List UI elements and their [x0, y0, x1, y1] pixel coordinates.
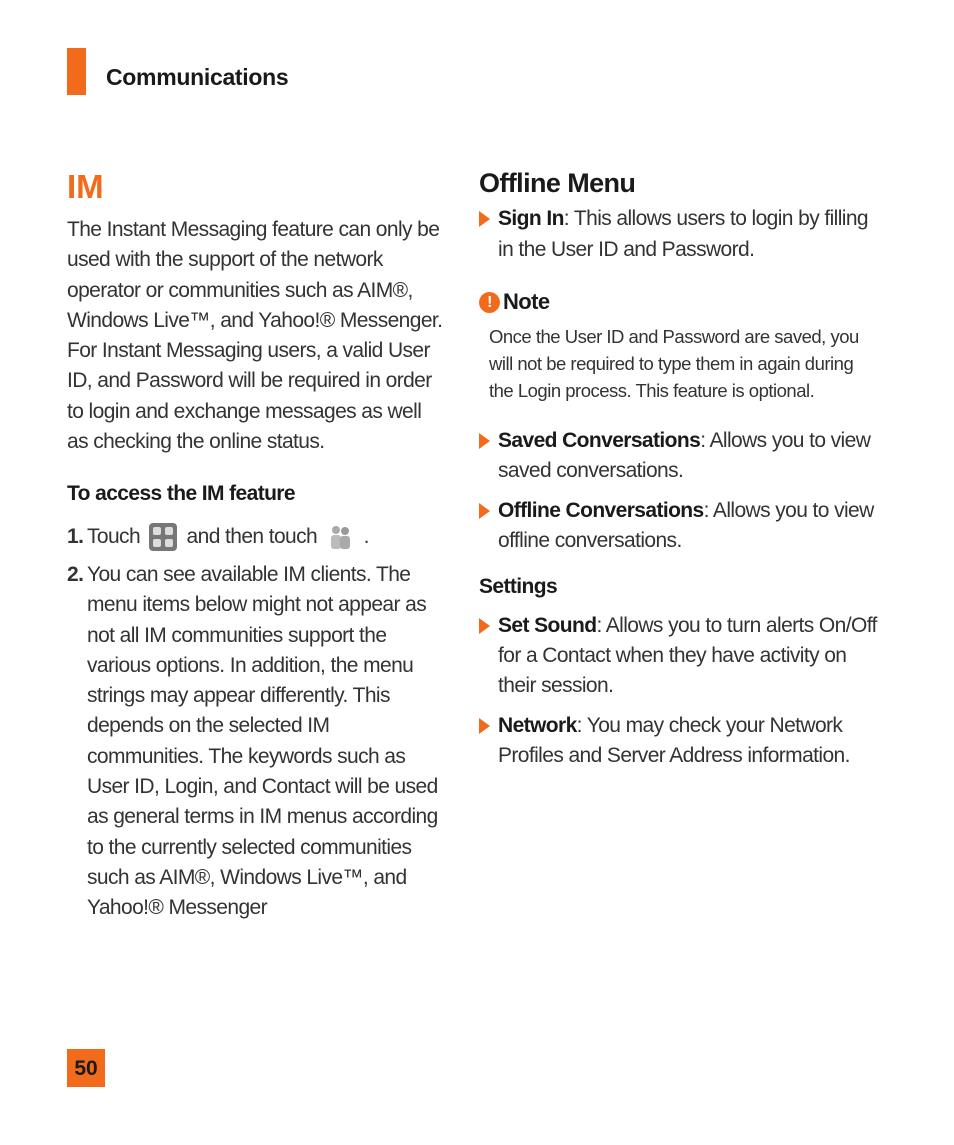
bullet-text: : Allows you to view saved conversations.: [498, 429, 871, 483]
access-heading: To access the IM feature: [67, 482, 295, 506]
page-title: IM: [67, 168, 104, 205]
people-icon[interactable]: [326, 523, 354, 551]
triangle-arrow-icon: [479, 433, 490, 449]
section-accent-bar: [67, 48, 86, 95]
page-number: 50: [67, 1049, 105, 1087]
step-number: 2.: [67, 562, 84, 586]
bullet-text: : Allows you to turn alerts On/Off for a Contact when they have activity on their session.: [498, 613, 877, 698]
step-text-part: .: [363, 524, 369, 548]
note-body: Once the User ID and Password are saved, you will not be required to type them in again during the Login process. This feature is optional.: [489, 326, 859, 402]
offline-menu-heading: Offline Menu: [479, 168, 636, 198]
bullet-label: Network: [498, 713, 577, 737]
intro-paragraph: The Instant Messaging feature can only be used with the support of the network operator or communities such as AIM®, Windows Live™, and Yahoo!® Messenger. For Instant Messaging users, a valid User ID, and Password will be required in order to login and exchange messages as well as checking the online status.: [67, 218, 443, 454]
settings-heading: Settings: [479, 575, 558, 599]
bullet-offline-conversations: [479, 496, 879, 557]
step-text-part: and then touch: [186, 524, 318, 548]
step-text: You can see available IM clients. The menu items below might not appear as not all IM communities support the various options. In addition, the menu strings may appear differently. This depends on the selected IM communities. The keywords such as User ID, Login, and Contact will be used as general terms in IM menus according to the currently selected communities such as AIM®, Windows Live™, and Yahoo!® Messenger: [87, 562, 438, 920]
note-header: [479, 287, 879, 317]
step-number: 1.: [67, 524, 84, 548]
bullet-text: : Allows you to view offline conversations.: [498, 498, 874, 553]
apps-grid-icon[interactable]: [149, 523, 177, 551]
bullet-sign-in: [479, 204, 879, 265]
bullet-label: Set Sound: [498, 613, 597, 637]
bullet-label: Sign In: [498, 207, 564, 231]
step-text: [87, 522, 369, 552]
bullet-label: Offline Conversations: [498, 498, 704, 522]
bullet-label: Saved Conversations: [498, 429, 701, 453]
right-column: [479, 168, 879, 780]
triangle-arrow-icon: [479, 618, 490, 634]
exclamation-icon: !: [479, 292, 500, 313]
bullet-text: : You may check your Network Profiles and Server Address information.: [498, 713, 850, 767]
bullet-set-sound: [479, 611, 879, 702]
bullet-network: [479, 711, 879, 772]
triangle-arrow-icon: [479, 718, 490, 734]
section-title: Communications: [106, 64, 289, 90]
triangle-arrow-icon: [479, 211, 490, 227]
step-text-part: Touch: [87, 524, 141, 548]
bullet-saved-conversations: [479, 426, 879, 487]
left-column: [67, 215, 447, 924]
note-title: Note: [503, 288, 550, 314]
step-2: [67, 560, 447, 924]
triangle-arrow-icon: [479, 503, 490, 519]
bullet-text: : This allows users to login by filling in the User ID and Password.: [498, 207, 868, 261]
step-1: [67, 522, 447, 552]
